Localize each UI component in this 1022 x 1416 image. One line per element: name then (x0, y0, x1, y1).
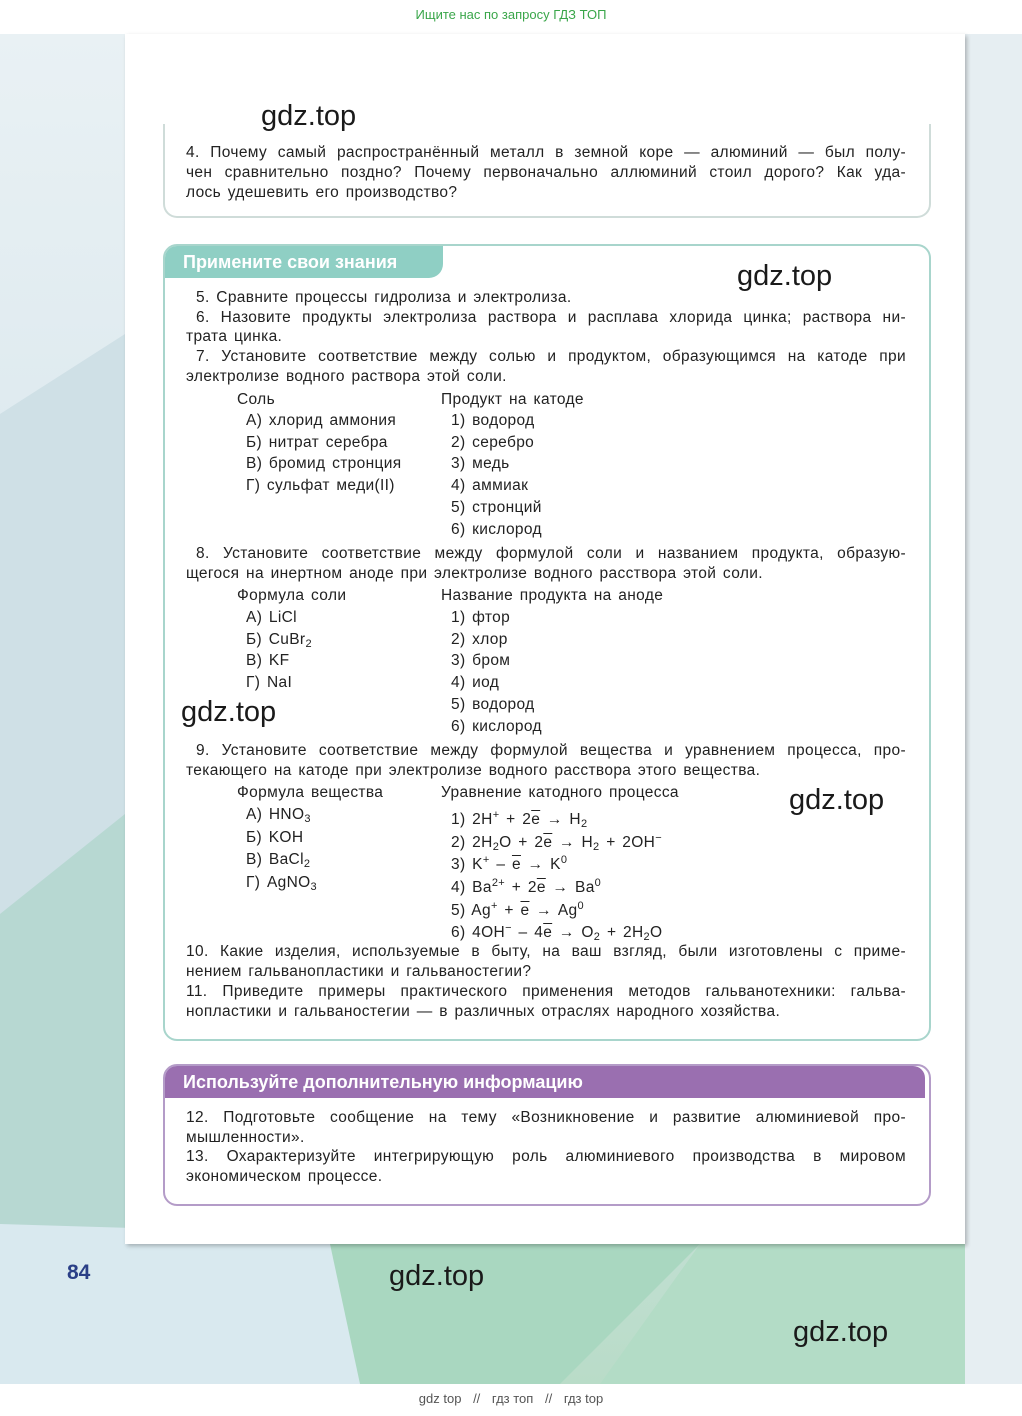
question-6-line-1: 6. Назовите продукты электролиза раствора и расплава хлорида цинка; раствора ни- (196, 309, 906, 326)
label: Г) (246, 674, 261, 691)
q9-equation-3 (451, 850, 567, 875)
equation-number: 3) (451, 856, 466, 873)
species: K (472, 856, 483, 873)
watermark: gdz.top (789, 784, 885, 816)
formula: AgNO (266, 874, 311, 891)
coefficient: 2 (527, 879, 537, 896)
q7-salt-b: Б) нитрат серебра (246, 434, 388, 451)
coefficient: 4 (534, 924, 544, 941)
question-7-line-2: электролизе водного раствора этой соли. (186, 368, 507, 385)
footer-link[interactable]: гдз top (563, 1391, 604, 1406)
subscript: 3 (304, 813, 311, 825)
label: Б) (246, 829, 263, 846)
q8-formula-d (246, 673, 292, 693)
additional-info-title: Используйте дополнительную информацию (165, 1066, 925, 1098)
electron: $\overline{e}$ (520, 902, 530, 919)
q8-product-2: 2) хлор (451, 631, 508, 648)
arrow: → (546, 811, 563, 828)
formula: CuBr (268, 631, 306, 648)
operator: – (496, 856, 506, 873)
coefficient: 4 (472, 924, 482, 941)
operator: + (606, 834, 616, 851)
question-10-line-1: 10. Какие изделия, используемые в быту, на ваш взгляд, были изготовлены с приме- (186, 943, 906, 960)
question-11-line-2: нопластики и гальваностегии — в различных отраслях народного хозяйства. (186, 1003, 781, 1020)
charge: + (490, 900, 498, 912)
q8-formula-c (246, 651, 289, 671)
arrow: → (536, 902, 553, 919)
coefficient: 2 (522, 811, 532, 828)
subscript: 2 (593, 841, 600, 853)
question-11-line-1: 11. Приведите примеры практического применения методов гальванотехники: гальва- (186, 983, 906, 1000)
arrow: → (558, 834, 575, 851)
q9-formula-c (246, 850, 310, 874)
question-4-line-2: чен сравнительно поздно? Почему первоначально аллюминий стоил дорого? Как уда- (186, 164, 906, 181)
formula: LiCl (268, 609, 297, 626)
apply-knowledge-title: Примените свои знания (165, 246, 443, 278)
question-4-line-1: 4. Почему самый распространённый металл в земной коре — алюминий — был полу- (186, 144, 906, 161)
formula: HNO (268, 806, 305, 823)
charge: + (482, 854, 490, 866)
q7-salt-header: Соль (237, 391, 275, 408)
charge: 0 (594, 877, 602, 889)
q8-product-1: 1) фтор (451, 609, 511, 626)
label: Г) (246, 874, 261, 891)
equation-number: 2) (451, 834, 466, 851)
subscript: 2 (305, 638, 312, 650)
q7-product-3: 3) медь (451, 455, 510, 472)
label: В) (246, 851, 263, 868)
charge: 2+ (491, 877, 506, 889)
q7-product-1: 1) водород (451, 412, 535, 429)
species: Ba (575, 879, 595, 896)
formula: KOH (268, 829, 304, 846)
subscript: 2 (580, 818, 588, 830)
q8-product-3: 3) бром (451, 652, 511, 669)
coefficient: 2 (472, 811, 482, 828)
formula: BaCl (268, 851, 304, 868)
charge: + (492, 809, 500, 821)
q7-product-header: Продукт на катоде (441, 391, 584, 408)
charge: − (655, 832, 662, 844)
watermark: gdz.top (181, 696, 277, 728)
operator: + (504, 902, 514, 919)
question-8-line-2: щегося на инертном аноде при электролизе водного расствора этой соли. (186, 565, 763, 582)
operator: – (518, 924, 528, 941)
page-number: 84 (67, 1261, 91, 1284)
footer-link[interactable]: gdz top (418, 1391, 462, 1406)
formula: NaI (266, 674, 293, 691)
equation-number: 6) (451, 924, 466, 941)
bg-shape-right (965, 34, 1022, 1384)
species: H (569, 811, 581, 828)
equation-number: 5) (451, 902, 466, 919)
watermark: gdz.top (793, 1316, 889, 1348)
q8-product-6: 6) кислород (451, 718, 542, 735)
label: А) (246, 806, 263, 823)
operator: + (511, 879, 522, 896)
species: Ag (557, 902, 578, 919)
watermark: gdz.top (737, 260, 833, 292)
charge: − (505, 922, 512, 934)
q9-formula-a (246, 805, 311, 829)
subscript: 2 (492, 841, 500, 853)
subscript: 2 (303, 858, 311, 870)
q7-salt-d: Г) сульфат меди(II) (246, 477, 395, 494)
q8-formula-a (246, 608, 297, 628)
species: H (481, 834, 493, 851)
question-7-line-1: 7. Установите соответствие между солью и продуктом, образующимся на катоде при (196, 348, 906, 365)
arrow: → (558, 924, 575, 941)
footer-separator: // (544, 1391, 553, 1406)
electron: $\overline{e}$ (531, 811, 541, 828)
species: Ag (471, 902, 491, 919)
species: O (581, 924, 594, 941)
label: А) (246, 609, 263, 626)
label: Б) (246, 631, 263, 648)
question-5: 5. Сравните процессы гидролиза и электролиза. (196, 289, 572, 306)
q8-product-5: 5) водород (451, 696, 535, 713)
arrow: → (527, 856, 544, 873)
question-13-line-2: экономическом процессе. (186, 1168, 383, 1185)
question-8-line-1: 8. Установите соответствие между формулой соли и названием продукта, образую- (196, 545, 906, 562)
question-9-line-1: 9. Установите соответствие между формулой вещества и уравнением процесса, про- (196, 742, 906, 759)
footer-separator: // (473, 1391, 481, 1406)
question-10-line-2: нением гальванопластики и гальваностегии? (186, 963, 532, 980)
species: O (650, 924, 663, 941)
q9-formula-b (246, 828, 303, 848)
equation-number: 1) (451, 811, 466, 828)
question-6-line-2: трата цинка. (186, 328, 283, 345)
question-9-line-2: текающего на катоде при электролизе водного расствора этого вещества. (186, 762, 761, 779)
species: K (550, 856, 561, 873)
electron: $\overline{e}$ (543, 924, 553, 941)
q7-salt-c: В) бромид стронция (246, 455, 402, 472)
q9-formula-header: Формула вещества (237, 784, 384, 801)
species: H (481, 811, 493, 828)
subscript: 3 (310, 881, 318, 893)
subscript: 2 (593, 931, 601, 943)
electron: $\overline{e}$ (511, 856, 521, 873)
question-12-line-1: 12. Подготовьте сообщение на тему «Возникновение и развитие алюминиевой про- (186, 1109, 906, 1126)
electron: $\overline{e}$ (536, 879, 546, 896)
top-banner (0, 0, 1022, 34)
coefficient: 2 (472, 834, 482, 851)
footer-link[interactable]: гдз топ (491, 1391, 534, 1406)
operator: + (518, 834, 528, 851)
question-12-line-2: мышленности». (186, 1129, 305, 1146)
formula: KF (268, 652, 290, 669)
q8-formula-header: Формула соли (237, 587, 347, 604)
q8-product-header: Название продукта на аноде (441, 587, 664, 604)
coefficient: 2 (622, 834, 632, 851)
charge: 0 (577, 900, 584, 912)
species: H (632, 924, 644, 941)
q7-salt-a: А) хлорид аммония (246, 412, 397, 429)
coefficient: 2 (534, 834, 544, 851)
q7-product-4: 4) аммиак (451, 477, 529, 494)
label: В) (246, 652, 263, 669)
species: Ba (472, 879, 492, 896)
q7-product-6: 6) кислород (451, 521, 542, 538)
electron: $\overline{e}$ (543, 834, 553, 851)
q9-equation-header: Уравнение катодного процесса (441, 784, 679, 801)
bottom-bar (0, 1384, 1022, 1416)
question-4-line-3: лось удешевить его производство? (186, 184, 458, 201)
question-13-line-1: 13. Охарактеризуйте интегрирующую роль алюминиевого производства в мировом (186, 1148, 906, 1165)
q7-product-5: 5) стронций (451, 499, 542, 516)
subscript: 2 (643, 931, 651, 943)
coefficient: 2 (623, 924, 632, 941)
equation-number: 4) (451, 879, 466, 896)
species: H (581, 834, 594, 851)
watermark: gdz.top (389, 1260, 485, 1292)
watermark: gdz.top (261, 100, 357, 132)
q9-equation-4 (451, 873, 601, 898)
arrow: → (552, 879, 569, 896)
operator: + (506, 811, 516, 828)
q7-product-2: 2) серебро (451, 434, 535, 451)
species: OH (481, 924, 506, 941)
q9-formula-d (246, 873, 317, 897)
species: O (499, 834, 512, 851)
q8-product-4: 4) иод (451, 674, 500, 691)
operator: + (606, 924, 617, 941)
species: OH (631, 834, 656, 851)
charge: 0 (560, 854, 568, 866)
top-banner-text: Ищите нас по запросу ГДЗ ТОП (415, 7, 607, 22)
